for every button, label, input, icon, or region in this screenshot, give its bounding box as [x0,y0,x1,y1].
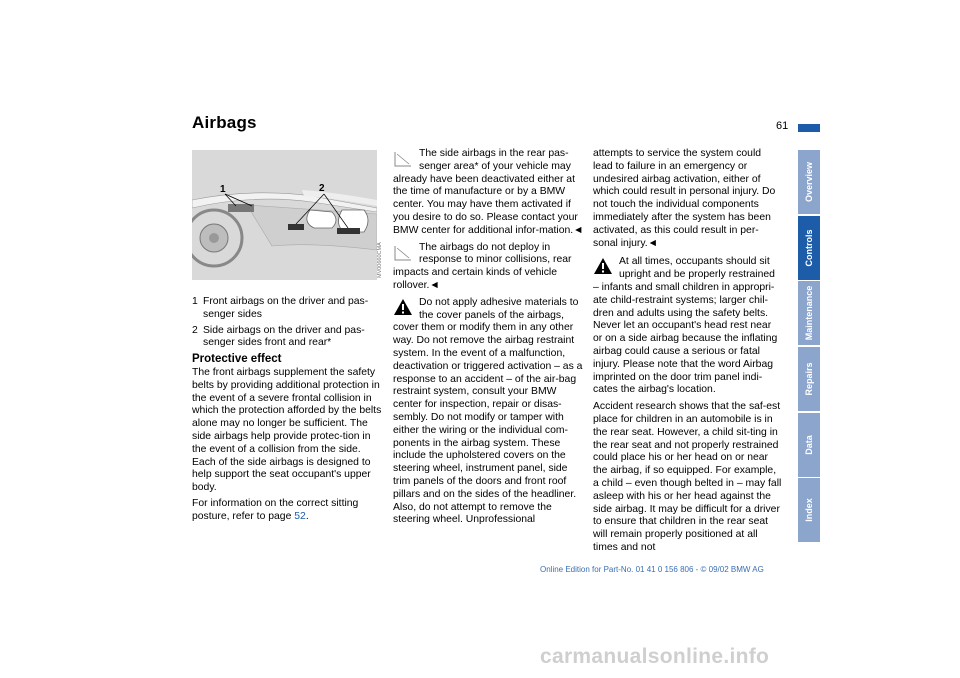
page-marker [798,124,820,132]
page-title: Airbags [192,113,257,132]
column-3 [593,148,783,558]
list-item: 1 Front airbags on the driver and pas-senger sides [192,296,369,320]
figure-code: MV00660CMA [377,242,383,278]
warning-block: Do not apply adhesive materials to the cover panels of the airbags, cover them or modify them in any other way. Do not remove the airbag restraint system. In the event of a malfunction, deactivation or triggered activation – as a response to an accident – of the air-bag restraint system, consult your BMW center for inspection, repair or disas-sembly. Do not modify or tamper with either the wiring or the individual com-ponents in the airbag system. These include the upholstered covers on the steering wheel, instrument panel, side trim panels of the doors and front roof pillars and on the sides of the headliner. Also, do not attempt to remove the steering wheel. Unprofessional [393,296,583,526]
tab-index[interactable]: Index [798,478,820,542]
note-block: The airbags do not deploy in response to minor collisions, rear impacts and certain kinds of vehicle rollover.◄ [393,241,572,291]
column-2 [393,148,586,531]
page-number: 61 [776,120,789,132]
callout-1: 1 [220,184,226,195]
paragraph: For information on the correct sitting posture, refer to page 52. [192,497,359,522]
tab-overview[interactable]: Overview [798,150,820,214]
warning-icon [393,297,415,319]
paragraph: The front airbags supplement the safety belts by providing additional protection in the event of a severe frontal collision in which the protection afforded by the belts alone may no longer be sufficient. The side airbags help provide protec-tion in the event of a collision from the side. Each of the side airbags is designed to help support the seat occupant's upper body. [192,366,382,494]
warning-icon [593,256,615,278]
note-block: The side airbags in the rear pas-senger area* of your vehicle may already have been deactivated either at the time of manufacture or by a BMW center. You may have them activated if you desire to do so. Please contact your BMW center for additional infor-mation.◄ [393,148,584,236]
note-icon [393,148,415,170]
paragraph: Accident research shows that the saf-est place for children in an automobile is in the rear seat. However, a child sit-ting in the rear seat and not properly restrained could place his or her head on or near the airbag, if so equipped. For example, a child – even though belted in – may fall asleep with his or her head against the side airbag. It may be difficult for a driver to ensure that children in the rear seat will remain properly positioned at all times and not [593,401,782,553]
dashboard-drawing [192,150,377,280]
tab-data[interactable]: Data [798,413,820,477]
section-heading: Protective effect [192,353,282,366]
airbag-illustration [192,150,377,280]
list-item: 2 Side airbags on the driver and pas-senger sides front and rear* [192,324,365,349]
note-icon [393,242,415,264]
section-tabs [798,150,820,544]
page-link[interactable]: 52 [294,510,306,522]
tab-controls[interactable]: Controls [798,216,820,280]
callout-2: 2 [319,183,325,194]
column-1 [192,296,382,527]
footer-edition: Online Edition for Part-No. 01 41 0 156 806 - © 09/02 BMW AG [540,565,764,574]
warning-block: At all times, occupants should sit upright and be properly restrained – infants and small children in appropri-ate child-restraint systems; larger chil-dren and adults using the safety belts. Never let an occupant's head rest near or on a side airbag because the inflating airbag could cause a serious or fatal injury. Please note that the word Airbag imprinted on the door trim panel indi-cates the airbag's location. [593,256,778,396]
tab-maintenance[interactable]: Maintenance [798,281,820,345]
tab-repairs[interactable]: Repairs [798,347,820,411]
paragraph: attempts to service the system could lead to failure in an emergency or undesired airbag activation, either of which could result in personal injury. Do not touch the individual components immediately after the system has been activated, as this could result in per-sonal injury.◄ [593,148,776,249]
watermark: carmanualsonline.info [540,645,770,668]
